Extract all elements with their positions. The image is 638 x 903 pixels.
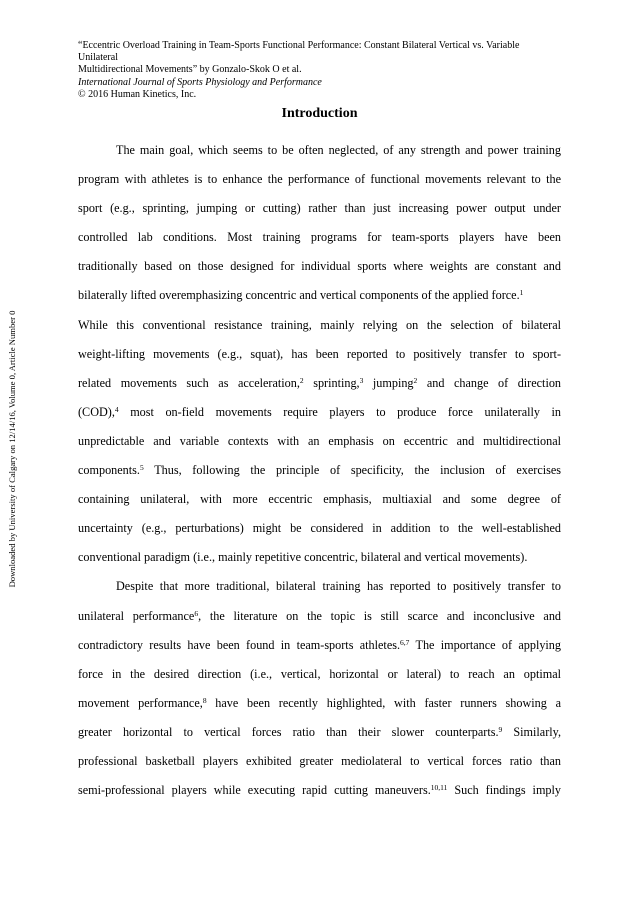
citation: 6: [194, 608, 199, 618]
citation: 6,7: [400, 637, 410, 647]
header-title-line-2: Multidirectional Movements” by Gonzalo-Skok O et al.: [78, 64, 302, 76]
citation: 2: [413, 375, 418, 385]
download-sidebar: [0, 0, 24, 903]
text-line: Despite that more traditional, bilateral training has reported to positively transfer to: [116, 579, 561, 594]
citation: 3: [359, 375, 364, 385]
text-line: weight-lifting movements (e.g., squat), has been reported to positively transfer to sport-: [78, 346, 561, 361]
text-line: controlled lab conditions. Most training programs for team-sports players have been: [78, 230, 561, 245]
running-header: [78, 40, 548, 101]
header-copyright: © 2016 Human Kinetics, Inc.: [78, 88, 197, 100]
text-line: greater horizontal to vertical forces ratio than their slower counterparts.$^9$ Similarly,: [78, 724, 562, 739]
text-line: program with athletes is to enhance the performance of functional movements relevant to the: [78, 172, 561, 187]
text-line: (COD),$^4$ most on-field movements require players to produce force unilaterally in: [78, 404, 561, 419]
text-line: containing unilateral, with more eccentric emphasis, multiaxial and some degree of: [78, 492, 561, 507]
citation: 1: [519, 288, 524, 298]
section-title: Introduction: [281, 106, 358, 121]
citation: 8: [202, 695, 207, 705]
body-text: [78, 136, 561, 805]
text-line: semi-professional players while executing rapid cutting maneuvers.$^{10,11}$ Such findings imply: [78, 783, 562, 798]
text-line: The main goal, which seems to be often neglected, of any strength and power training: [116, 143, 561, 157]
citation: 4: [114, 404, 119, 414]
text-line: movement performance,$^8$ have been recently highlighted, with faster runners showing a: [78, 695, 561, 710]
download-note: Downloaded by University of Calgary on 12/14/16, Volume 0, Article Number 0: [7, 310, 17, 588]
citation: 9: [498, 724, 503, 734]
text-line: sport (e.g., sprinting, jumping or cutting) rather than just increasing power output under: [78, 201, 561, 216]
text-line: components.$^5$ Thus, following the principle of specificity, the inclusion of exercises: [78, 463, 562, 478]
citation: 2: [299, 375, 304, 385]
text-line: force in the desired direction (i.e., vertical, horizontal or lateral) to reach an optimal: [78, 666, 561, 681]
header-journal: International Journal of Sports Physiology and Performance: [78, 76, 322, 88]
text-line: traditionally based on those designed for individual sports where weights are constant and: [78, 259, 561, 274]
text-line: unpredictable and variable contexts with an emphasis on eccentric and multidirectional: [78, 433, 561, 448]
text-line: uncertainty (e.g., perturbations) might be considered in addition to the well-established: [78, 521, 561, 536]
text-line: While this conventional resistance training, mainly relying on the selection of bilateral: [78, 317, 561, 332]
text-line: conventional paradigm (i.e., mainly repetitive concentric, bilateral and vertical movements).: [78, 550, 528, 565]
citation: 10,11: [430, 783, 448, 793]
header-title-line-1: “Eccentric Overload Training in Team-Sports Functional Performance: Constant Bilateral Vertical vs. Variable Unilateral: [78, 40, 520, 64]
text-line: related movements such as acceleration,$^2$ sprinting,$^3$ jumping$^2$ and change of direction: [78, 375, 562, 390]
text-line: unilateral performance$^6$, the literature on the topic is still scarce and inconclusive and: [78, 608, 562, 623]
citation: 5: [139, 463, 144, 473]
text-line: contradictory results have been found in team-sports athletes.$^{6,7}$ The importance of applying: [78, 637, 561, 652]
text-line: professional basketball players exhibited greater mediolateral to vertical forces ratio than: [78, 753, 561, 768]
text-line: bilaterally lifted overemphasizing concentric and vertical components of the applied force.$^1$: [78, 288, 524, 303]
